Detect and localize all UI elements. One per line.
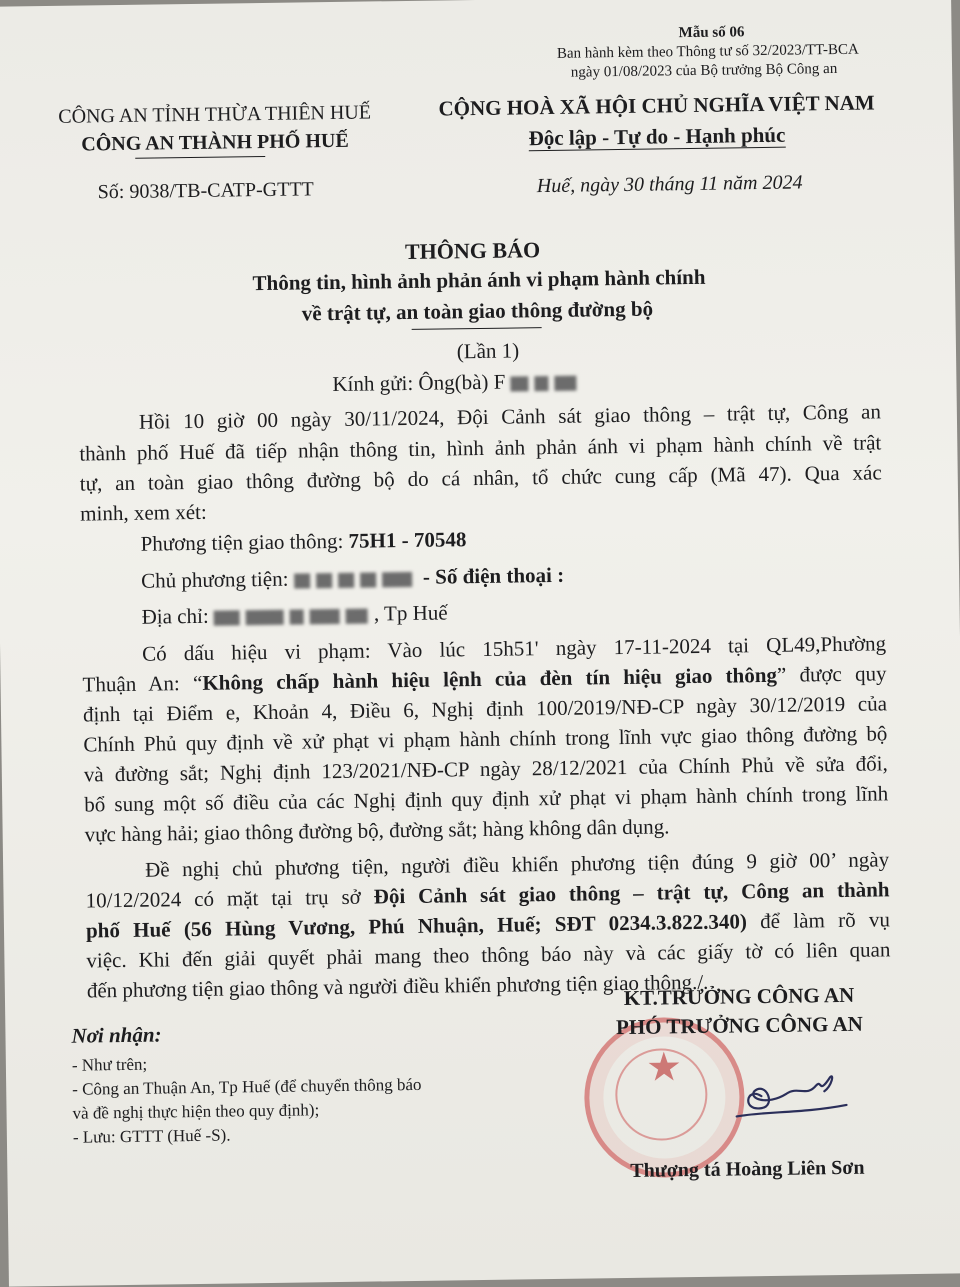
redacted-address: [310, 609, 340, 624]
redacted-address: [246, 609, 284, 625]
request-text: để làm rõ vụ: [746, 907, 891, 934]
owner-line: [141, 563, 564, 594]
violation-line: Chính Phủ quy định về xử phạt vi phạm hành chính trong lĩnh vực giao thông đường bộ: [83, 721, 888, 757]
request-place: phố Huế (56 Hùng Vương, Phú Nhuận, Huế; SĐT 0234.3.822.340): [85, 909, 748, 943]
violation-title: Không chấp hành hiệu lệnh của đèn tín hiệu giao thông: [202, 662, 778, 695]
violation-line: vực hàng hải; giao thông đường bộ, đường sắt; hàng không dân dụng.: [84, 814, 670, 847]
form-issued-line1: Ban hành kèm theo Thông tư số 32/2023/TT-BCA: [556, 41, 859, 62]
title-underline: [412, 327, 542, 330]
violation-line: bổ sung một số điều của các Nghị định quy định xử phạt vi phạm hành chính trong lĩnh: [84, 781, 889, 817]
violation-text: ” được quy: [776, 661, 887, 687]
vehicle-line: [140, 527, 466, 557]
redacted-name: [511, 376, 529, 391]
redacted-owner: [338, 572, 354, 587]
recipient-item: - Công an Thuận An, Tp Huế (để chuyển thông báo: [72, 1074, 422, 1099]
violation-line: và đường sắt; Nghị định 123/2021/NĐ-CP ngày 28/12/2021 của Chính Phủ về sửa đổi,: [83, 751, 888, 787]
redacted-address: [346, 608, 368, 623]
phone-label: - Số điện thoại :: [422, 562, 565, 589]
recipient-item: - Như trên;: [71, 1054, 148, 1075]
attempt-number: (Lần 1): [456, 338, 520, 364]
violation-line: định tại Điểm e, Khoản 4, Điều 6, Nghị định 100/2019/NĐ-CP ngày 30/12/2019 của: [82, 691, 888, 727]
recipient-item: - Lưu: GTTT (Huế -S).: [72, 1125, 231, 1147]
org-name: CÔNG AN THÀNH PHỐ HUẾ: [81, 129, 349, 156]
form-code: Mẫu số 06: [678, 24, 745, 42]
country-name: CỘNG HOÀ XÃ HỘI CHỦ NGHĨA VIỆT NAM: [438, 90, 875, 121]
address-line: [141, 600, 447, 629]
redacted-owner: [294, 573, 310, 588]
address-label: Địa chỉ:: [141, 603, 209, 629]
violation-line: Có dấu hiệu vi phạm: Vào lúc 15h51' ngày 17-11-2024 tại QL49,Phường: [141, 631, 887, 666]
doc-subtitle-1: Thông tin, hình ảnh phản ánh vi phạm hành chính: [252, 264, 706, 296]
address-city: , Tp Huế: [373, 600, 448, 626]
redacted-owner: [360, 572, 376, 587]
motto: [528, 123, 785, 152]
redacted-name: [535, 376, 549, 391]
request-line: đến phương tiện giao thông và người điều khiển phương tiện giao thông./.: [86, 969, 709, 1003]
signature-title-2: PHÓ TRƯỞNG CÔNG AN: [615, 1011, 863, 1040]
recipients-heading: Nơi nhận:: [71, 1022, 162, 1048]
redacted-address: [290, 609, 304, 624]
vehicle-label: Phương tiện giao thông:: [140, 528, 349, 556]
request-place: Đội Cảnh sát giao thông – trật tự, Công an thành: [373, 877, 890, 909]
org-parent: CÔNG AN TỈNH THỪA THIÊN HUẾ: [58, 101, 372, 128]
redacted-address: [214, 610, 240, 625]
doc-subtitle-2: về trật tự, an toàn giao thông đường bộ: [301, 296, 654, 326]
handwritten-signature: [706, 1055, 857, 1137]
doc-number: Số: 9038/TB-CATP-GTTT: [97, 178, 314, 204]
motto-text: Độc lập - Tự do - Hạnh phúc: [528, 122, 786, 151]
para1-line: tự, an toàn giao thông đường bộ do cá nhân, tổ chức cung cấp (Mã 47). Qua xác: [79, 460, 882, 496]
vehicle-plate: 75H1 - 70548: [348, 527, 467, 553]
para1-line: minh, xem xét:: [80, 499, 207, 526]
violation-text: Thuận An: “: [82, 670, 203, 697]
doc-title: THÔNG BÁO: [404, 237, 541, 265]
place-date: Huế, ngày 30 tháng 11 năm 2024: [536, 171, 803, 198]
request-line: Đề nghị chủ phương tiện, người điều khiển phương tiện đúng 9 giờ 00’ ngày: [145, 847, 890, 882]
owner-label: Chủ phương tiện:: [140, 566, 289, 593]
redacted-owner: [316, 573, 332, 588]
signer-name: Thượng tá Hoàng Liên Sơn: [630, 1156, 865, 1182]
recipient-line: [332, 369, 583, 397]
recipient-label: Kính gửi: Ông(bà) F: [332, 369, 506, 397]
org-underline: [135, 156, 265, 159]
request-line: việc. Khi đến giải quyết phải mang theo thông báo này và các giấy tờ có liên quan: [86, 937, 891, 973]
recipient-item: và đề nghị thực hiện theo quy định);: [72, 1100, 320, 1123]
request-text: 10/12/2024 có mặt tại trụ sở: [85, 884, 374, 913]
form-issued-line2: ngày 01/08/2023 của Bộ trưởng Bộ Công an: [570, 60, 838, 81]
signature-title-1: KT.TRƯỞNG CÔNG AN: [623, 982, 855, 1011]
redacted-name: [555, 375, 577, 390]
para1-line: thành phố Huế đã tiếp nhận thông tin, hình ảnh phản ánh vi phạm hành chính về trật: [79, 430, 882, 466]
para1-line: Hồi 10 giờ 00 ngày 30/11/2024, Đội Cảnh sát giao thông – trật tự, Công an: [138, 399, 882, 434]
redacted-owner: [382, 572, 412, 587]
stamp-star-icon: ★: [645, 1044, 683, 1091]
